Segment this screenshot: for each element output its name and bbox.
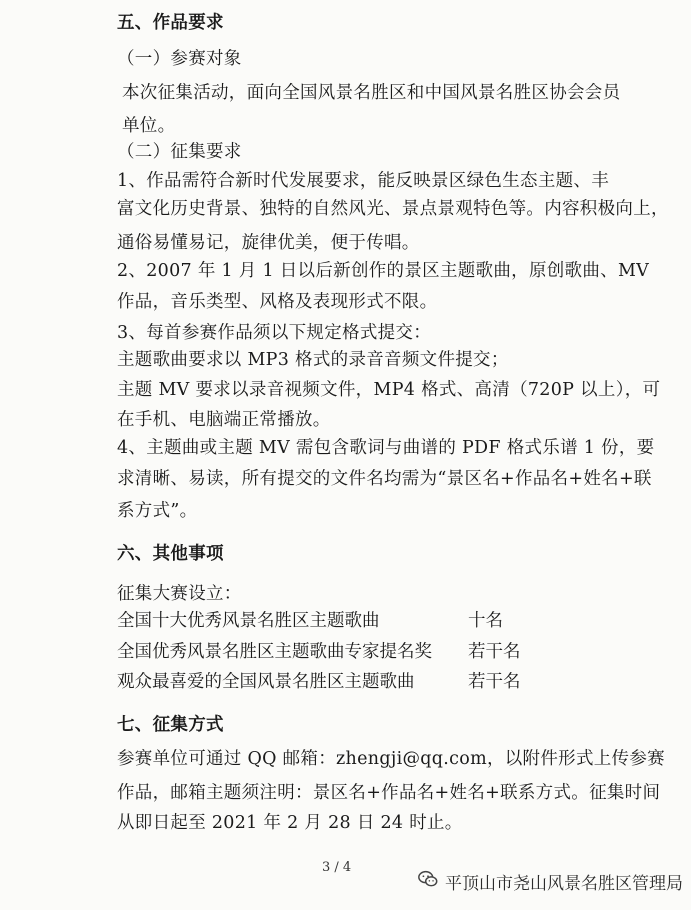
- paragraph-line: 主题 MV 要求以录音视频文件，MP4 格式、高清（720P 以上），可: [117, 380, 661, 400]
- paragraph-line: 参赛单位可通过 QQ 邮箱：zhengji@qq.com，以附件形式上传参赛: [117, 749, 665, 769]
- paragraph-line: 2、2007 年 1 月 1 日以后新创作的景区主题歌曲，原创歌曲、MV: [117, 261, 650, 281]
- prize-name: 全国优秀风景名胜区主题歌曲专家提名奖: [117, 642, 432, 662]
- paragraph-line: 主题歌曲要求以 MP3 格式的录音音频文件提交；: [117, 350, 509, 370]
- paragraph-line: 征集大赛设立：: [117, 584, 242, 604]
- prize-count: 十名: [468, 611, 503, 631]
- paragraph-line: 求清晰、易读，所有提交的文件名均需为“景区名+作品名+姓名+联: [117, 469, 652, 489]
- paragraph-line: 4、主题曲或主题 MV 需包含歌词与曲谱的 PDF 格式乐谱 1 份，要: [117, 438, 655, 458]
- prize-name: 观众最喜爱的全国风景名胜区主题歌曲: [117, 672, 415, 692]
- paragraph-line: 富文化历史背景、独特的自然风光、景点景观特色等。内容积极向上，: [117, 199, 669, 219]
- section-7-title: 七、征集方式: [117, 715, 224, 735]
- paragraph-line: 通俗易懂易记，旋律优美，便于传唱。: [117, 233, 420, 253]
- paragraph-line: 作品，音乐类型、风格及表现形式不限。: [117, 292, 438, 312]
- paragraph-line: 在手机、电脑端正常播放。: [117, 410, 331, 430]
- paragraph-line: 3、每首参赛作品须以下规定格式提交：: [117, 323, 432, 343]
- wechat-icon: [417, 868, 439, 895]
- prize-count: 若干名: [468, 672, 521, 692]
- section-6-title: 六、其他事项: [117, 544, 224, 564]
- paragraph-line: 1、作品需符合新时代发展要求，能反映景区绿色生态主题、丰: [117, 171, 610, 191]
- paragraph-line: 单位。: [122, 116, 176, 136]
- prize-count: 若干名: [468, 642, 521, 662]
- paragraph-line: 系方式”。: [117, 501, 198, 521]
- paragraph-line: 本次征集活动，面向全国风景名胜区和中国风景名胜区协会会员: [122, 83, 621, 103]
- section-5-sub-2: （二）征集要求: [117, 142, 242, 162]
- paragraph-line: 从即日起至 2021 年 2 月 28 日 24 时止。: [117, 813, 463, 833]
- watermark: [417, 868, 683, 894]
- page-number: 3 / 4: [322, 860, 352, 875]
- prize-name: 全国十大优秀风景名胜区主题歌曲: [117, 611, 380, 631]
- section-5-sub-1: （一）参赛对象: [117, 49, 242, 69]
- watermark-text: 平顶山市尧山风景名胜区管理局: [445, 873, 683, 894]
- paragraph-line: 作品，邮箱主题须注明：景区名+作品名+姓名+联系方式。征集时间: [117, 783, 661, 803]
- section-5-title: 五、作品要求: [117, 13, 224, 33]
